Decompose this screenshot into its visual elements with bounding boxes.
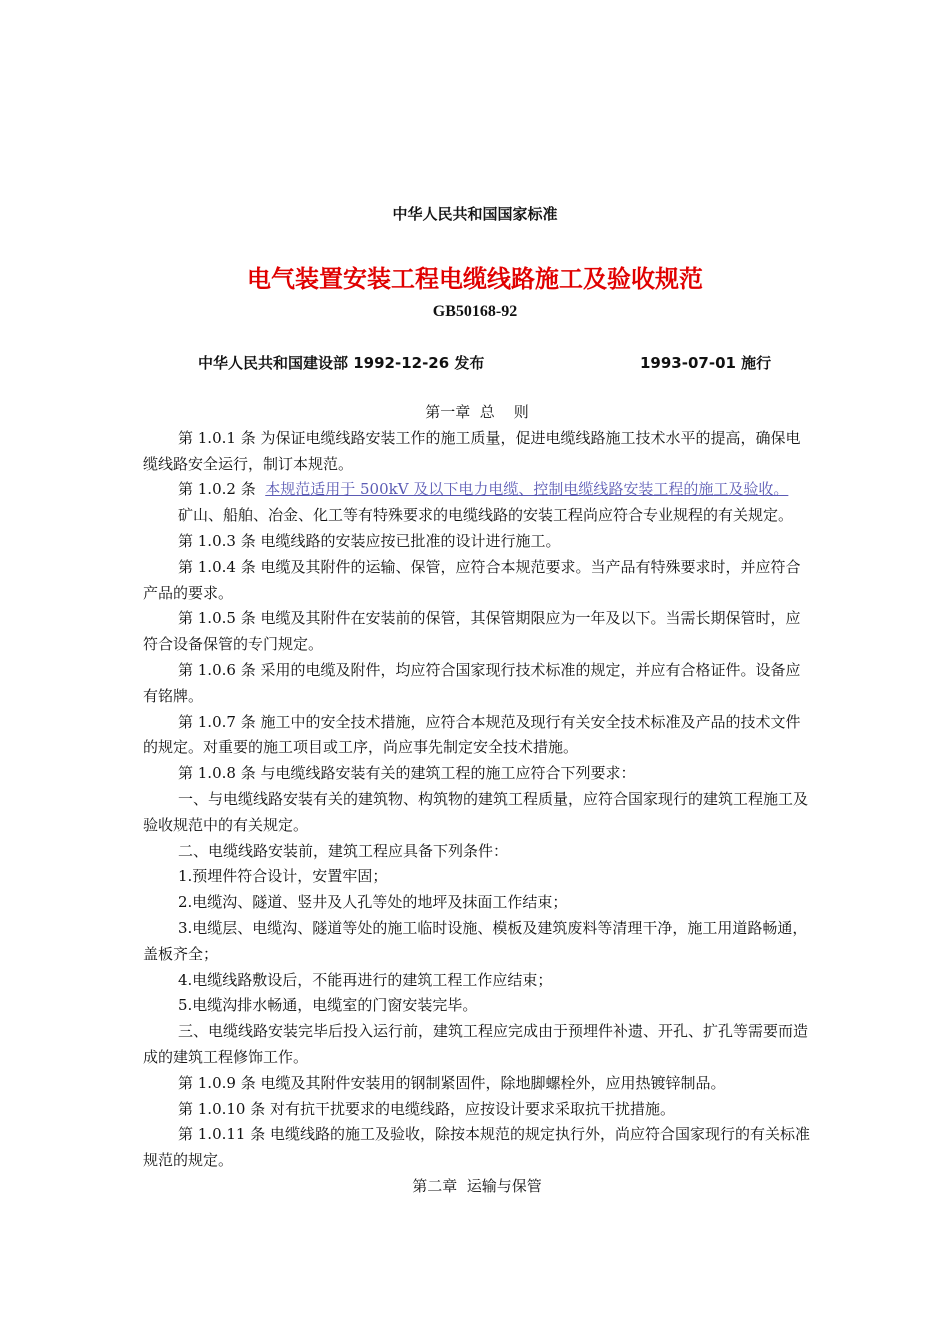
article-1-0-8-item-3: 三、电缆线路安装完毕后投入运行前，建筑工程应完成由于预埋件补遗、开孔、扩孔等需要而造成的建筑工程修饰工作。 bbox=[143, 1022, 809, 1066]
article-1-0-6: 第 1.0.6 条 采用的电缆及附件，均应符合国家现行技术标准的规定，并应有合格证件。设备应有铭牌。 bbox=[143, 660, 801, 705]
article-1-0-8-item-2: 二、电缆线路安装前，建筑工程应具备下列条件： bbox=[178, 841, 509, 860]
standard-code: GB50168-92 bbox=[432, 303, 518, 320]
article-1-0-8: 第 1.0.8 条 与电缆线路安装有关的建筑工程的施工应符合下列要求： bbox=[178, 764, 636, 783]
publish-info: 中华人民共和国建设部 1992-12-26 发布 bbox=[198, 354, 485, 372]
article-1-0-5: 第 1.0.5 条 电缆及其附件在安装前的保管，其保管期限应为一年及以下。当需长期保管时，应符合设备保管的专门规定。 bbox=[143, 609, 801, 654]
article-1-0-8-item-2-1: 1.预埋件符合设计，安置牢固； bbox=[178, 867, 388, 886]
document-body bbox=[143, 400, 811, 1200]
chapter-1-heading: 第一章 总 则 bbox=[425, 403, 529, 421]
effective-date: 1993-07-01 施行 bbox=[640, 354, 772, 372]
article-1-0-2 bbox=[143, 477, 811, 503]
article-1-0-11: 第 1.0.11 条 电缆线路的施工及验收，除按本规范的规定执行外，尚应符合国家现行的有关标准规范的规定。 bbox=[143, 1125, 811, 1170]
scope-link[interactable]: 本规范适用于 500kV 及以下电力电缆、控制电缆线路安装工程的施工及验收。 bbox=[265, 480, 789, 499]
article-1-0-1: 第 1.0.1 条 为保证电缆线路安装工作的施工质量，促进电缆线路施工技术水平的提高，确保电缆线路安全运行，制订本规范。 bbox=[143, 428, 801, 473]
standard-label: 中华人民共和国国家标准 bbox=[392, 205, 558, 223]
article-1-0-8-item-2-3: 3.电缆层、电缆沟、隧道等处的施工临时设施、模板及建筑废料等清理干净，施工用道路畅通，盖板齐全； bbox=[143, 918, 808, 963]
article-1-0-8-item-2-4: 4.电缆线路敷设后，不能再进行的建筑工程工作应结束； bbox=[178, 970, 553, 989]
article-1-0-9: 第 1.0.9 条 电缆及其附件安装用的钢制紧固件，除地脚螺栓外，应用热镀锌制品。 bbox=[178, 1073, 726, 1092]
document-title: 电气装置安装工程电缆线路施工及验收规范 bbox=[247, 265, 703, 293]
article-1-0-2-prefix: 第 1.0.2 条 bbox=[178, 480, 266, 499]
article-1-0-8-item-2-5: 5.电缆沟排水畅通，电缆室的门窗安装完毕。 bbox=[178, 996, 478, 1015]
article-1-0-8-item-2-2: 2.电缆沟、隧道、竖井及人孔等处的地坪及抹面工作结束； bbox=[178, 893, 568, 912]
article-1-0-10: 第 1.0.10 条 对有抗干扰要求的电缆线路，应按设计要求采取抗干扰措施。 bbox=[178, 1099, 676, 1118]
article-1-0-8-item-1: 一、与电缆线路安装有关的建筑物、构筑物的建筑工程质量，应符合国家现行的建筑工程施工及验收规范中的有关规定。 bbox=[143, 789, 809, 834]
article-1-0-3: 第 1.0.3 条 电缆线路的安装应按已批准的设计进行施工。 bbox=[178, 531, 561, 550]
chapter-2-heading: 第二章 运输与保管 bbox=[412, 1176, 542, 1195]
article-1-0-4: 第 1.0.4 条 电缆及其附件的运输、保管，应符合本规范要求。当产品有特殊要求时，并应符合产品的要求。 bbox=[143, 557, 801, 602]
article-1-0-7: 第 1.0.7 条 施工中的安全技术措施，应符合本规范及现行有关安全技术标准及产品的技术文件的规定。对重要的施工项目或工序，尚应事先制定安全技术措施。 bbox=[143, 712, 801, 757]
article-1-0-2-note: 矿山、船舶、冶金、化工等有特殊要求的电缆线路的安装工程尚应符合专业规程的有关规定。 bbox=[178, 506, 794, 525]
